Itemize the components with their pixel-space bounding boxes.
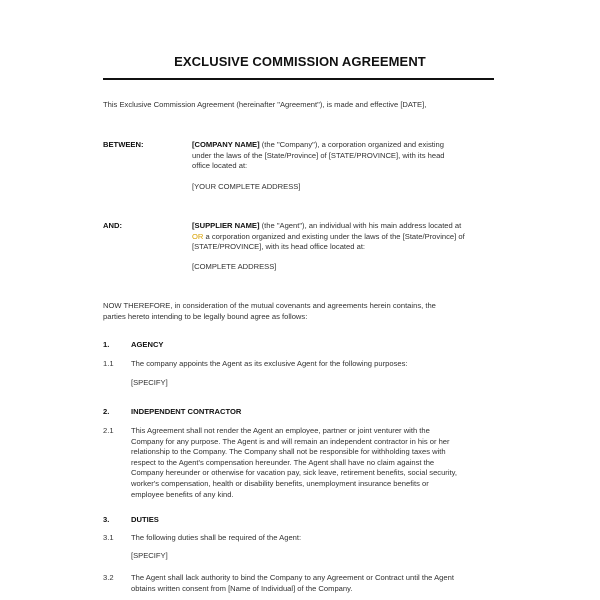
and-party-text-2: a corporation organized and existing under the laws of the [State/Province] of [STATE/PROVINCE], with its head office located at: [192,231,465,252]
now-therefore-paragraph: NOW THEREFORE, in consideration of the mutual covenants and agreements herein contains, the parties hereto intending to be legally bound agree as follows: [103,301,436,321]
company-address-placeholder: [YOUR COMPLETE ADDRESS] [192,182,301,191]
supplier-name-placeholder: [SUPPLIER NAME] [192,221,260,230]
clause-number: 2.1 [103,426,114,435]
clause-text: This Agreement shall not render the Agent an employee, partner or joint venturer with the Company for any purpose. The Agent is and will remain an independent contractor in his or her relationship to the Company. The Company shall not be responsible for withholding taxes with respect to the Agent's compensation hereunder. The Agent shall have no claim against the Company hereunder or otherwise for vacation pay, sick leave, retirement benefits, social security, worker's compensation, health or disability benefits, unemployment insurance benefits or employee benefits of any kind. [131,426,457,499]
between-party-text: (the "Company"), a corporation organized and existing under the laws of the [State/Province] of [STATE/PROVINCE], with its head office located at: [192,140,445,171]
specify-placeholder: [SPECIFY] [131,378,168,387]
clause-number: 3.2 [103,573,114,582]
and-party-paragraph [192,221,502,253]
section-heading-agency: AGENCY [131,340,164,349]
section-heading-independent-contractor: INDEPENDENT CONTRACTOR [131,407,242,416]
between-label: BETWEEN: [103,140,144,149]
document-title: EXCLUSIVE COMMISSION AGREEMENT [174,54,426,69]
and-label: AND: [103,221,122,230]
specify-placeholder: [SPECIFY] [131,551,168,560]
clause-number: 3.1 [103,533,114,542]
section-number: 2. [103,407,110,416]
clause-text: The following duties shall be required of the Agent: [131,533,302,542]
section-heading-duties: DUTIES [131,515,159,524]
clause-text: The company appoints the Agent as its exclusive Agent for the following purposes: [131,359,408,368]
and-party-text-1: (the "Agent"), an individual with his main address located at [261,221,462,230]
title-rule [103,78,494,80]
clause-text: The Agent shall lack authority to bind the Company to any Agreement or Contract until the Agent obtains written consent from [Name of Individual] of the Company. [131,573,454,593]
intro-paragraph: This Exclusive Commission Agreement (hereinafter "Agreement"), is made and effective [DATE], [103,100,427,109]
clause-number: 1.1 [103,359,114,368]
supplier-address-placeholder: [COMPLETE ADDRESS] [192,262,277,271]
section-number: 1. [103,340,110,349]
company-name-placeholder: [COMPANY NAME] [192,140,260,149]
section-number: 3. [103,515,110,524]
between-party-paragraph [192,140,502,172]
or-highlight: OR [192,231,204,241]
